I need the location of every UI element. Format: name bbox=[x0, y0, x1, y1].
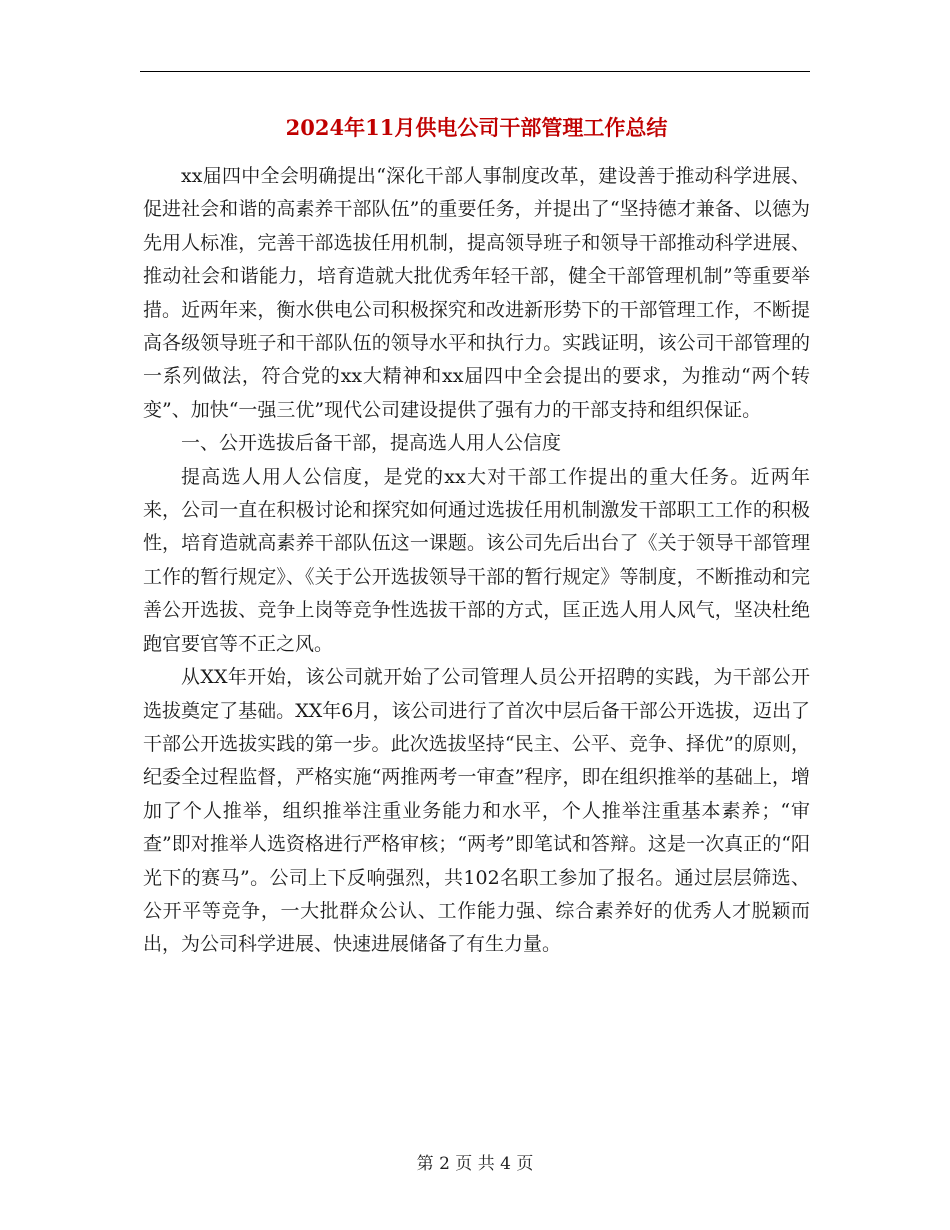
paragraph-credibility: 提高选人用人公信度，是党的xx大对干部工作提出的重大任务。近两年来，公司一直在积极讨论和探究如何通过选拔任用机制激发干部职工工作的积极性，培育造就高素养干部队伍这一课题。该公司先后出台了《关于领导干部管理工作的暂行规定》、《关于公开选拔领导干部的暂行规定》等制度，不断推动和完善公开选拔、竞争上岗等竞争性选拔干部的方式，匡正选人用人风气，坚决杜绝跑官要官等不正之风。 bbox=[143, 465, 810, 655]
page-number: 第 2 页 共 4 页 bbox=[416, 1154, 534, 1174]
section-heading: 一、公开选拔后备干部，提高选人用人公信度 bbox=[181, 432, 562, 455]
document-title: 2024年11月供电公司干部管理工作总结 bbox=[285, 115, 668, 140]
paragraph-intro: xx届四中全会明确提出“深化干部人事制度改革，建设善于推动科学进展、促进社会和谐的高素养干部队伍”的重要任务，并提出了“坚持德才兼备、以德为先用人标准，完善干部选拔任用机制，提高领导班子和领导干部推动科学进展、推动社会和谐能力，培育造就大批优秀年轻干部，健全干部管理机制”等重要举措。近两年来，衡水供电公司积极探究和改进新形势下的干部管理工作，不断提高各级领导班子和干部队伍的领导水平和执行力。实践证明，该公司干部管理的一系列做法，符合党的xx大精神和xx届四中全会提出的要求，为推动“两个转变”、加快“一强三优”现代公司建设提供了强有力的干部支持和组织保证。 bbox=[143, 165, 810, 421]
header-rule bbox=[140, 71, 810, 72]
paragraph-selection-practice: 从XX年开始，该公司就开始了公司管理人员公开招聘的实践，为干部公开选拔奠定了基础。XX年6月，该公司进行了首次中层后备干部公开选拔，迈出了干部公开选拔实践的第一步。此次选拔坚持“民主、公平、竞争、择优”的原则，纪委全过程监督，严格实施“两推两考一审查”程序，即在组织推举的基础上，增加了个人推举，组织推举注重业务能力和水平，个人推举注重基本素养；“审查”即对推举人选资格进行严格审核；“两考”即笔试和答辩。这是一次真正的“阳光下的赛马”。公司上下反响强烈，共102名职工参加了报名。通过层层筛选、公开平等竞争，一大批群众公认、工作能力强、综合素养好的优秀人才脱颖而出，为公司科学进展、快速进展储备了有生力量。 bbox=[143, 666, 810, 956]
document-body bbox=[143, 108, 810, 962]
